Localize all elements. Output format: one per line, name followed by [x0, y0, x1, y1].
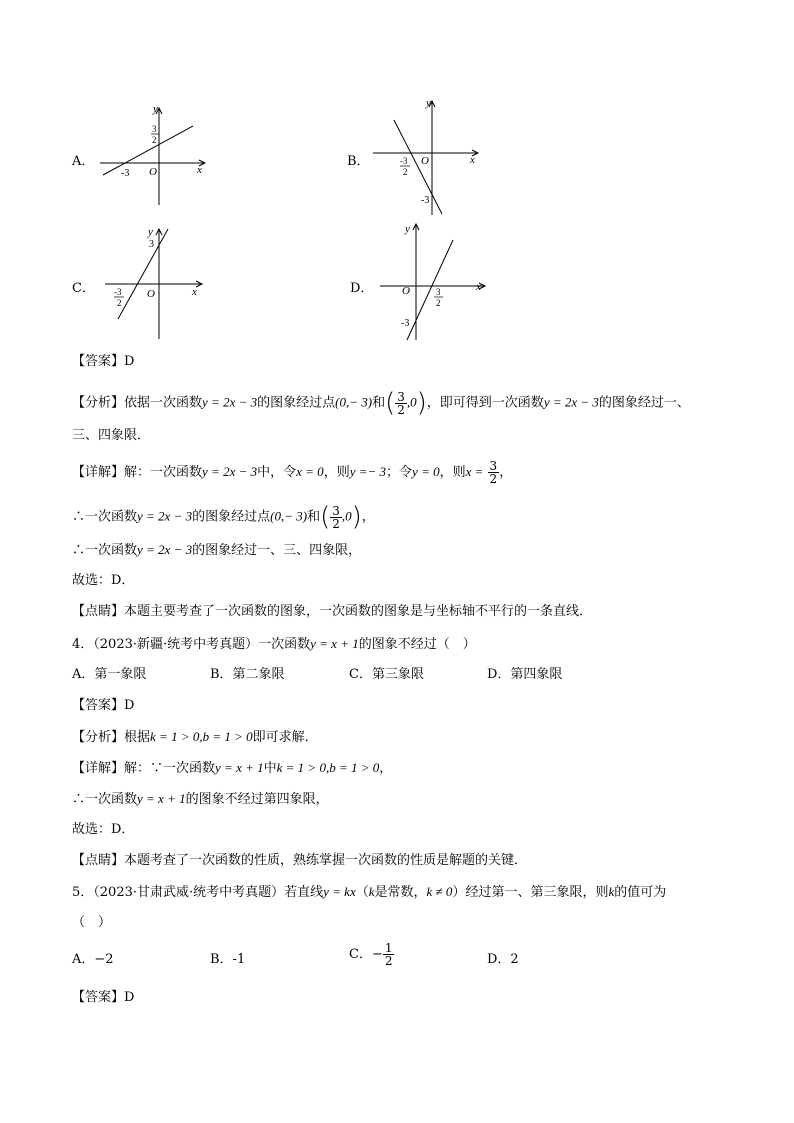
option-c-label: C． — [72, 281, 95, 296]
q5-option-c: C．− $\frac{1}{2}$ — [349, 941, 393, 968]
q3-therefore2: ∴一次函数y = 2x − 3的图象经过一、三、四象限， — [72, 542, 362, 558]
q3-analysis-line1: 【分析】依据一次函数y = 2x − 3的图象经过点(0,− 3)和( $\frac{3}{2}$ ,0)，即可得到一次函数y = 2x − 3的图象经过一、 — [72, 388, 690, 418]
graph-b-origin: O — [421, 155, 429, 167]
graph-a — [95, 100, 210, 210]
q4-option-c: C．第三象限 — [349, 667, 424, 682]
option-a-label: A． — [72, 154, 95, 169]
graph-d-x-num: 3 — [436, 287, 441, 297]
q4-stem: 4．（2023·新疆·统考中考真题）一次函数y = x + 1的图象不经过（ ） — [72, 636, 476, 652]
q4-option-d: D．第四象限 — [487, 667, 563, 682]
q3-comment: 【点睛】本题主要考查了一次函数的图象，一次函数的图象是与坐标轴不平行的一条直线． — [72, 604, 593, 619]
q3-detail-line1: 【详解】解：一次函数y = 2x − 3中，令x = 0，则y =− 3；令y = 0，则x = $\frac{3}{2}$ ， — [72, 459, 513, 486]
graph-d-origin: O — [402, 285, 410, 297]
graph-a-y-label: y — [153, 103, 158, 115]
q4-option-b: B．第二象限 — [210, 667, 285, 682]
q4-detail: 【详解】解：∵一次函数y = x + 1中k = 1 > 0,b = 1 > 0， — [72, 760, 393, 776]
q5-stem-line2: （ ） — [72, 915, 112, 930]
graph-c-x-den: 2 — [117, 298, 122, 308]
graph-d — [375, 218, 490, 346]
q4-option-a: A．第一象限 — [72, 667, 147, 682]
graph-c-origin: O — [147, 288, 155, 300]
q5-option-b: B．-1 — [210, 952, 246, 967]
graph-b — [368, 95, 483, 220]
graph-c-x-label: x — [192, 286, 197, 298]
graph-a-origin: O — [149, 166, 157, 178]
graph-a-y-num: 3 — [152, 124, 157, 134]
q4-analysis: 【分析】根据k = 1 > 0,b = 1 > 0即可求解． — [72, 729, 318, 745]
q3-analysis-line2: 三、四象限． — [72, 428, 151, 443]
q3-answer: 【答案】D — [72, 354, 135, 369]
q4-choose: 故选：D． — [72, 822, 135, 837]
graph-b-x-num: -3 — [400, 156, 408, 166]
graph-a-x-intercept: -3 — [121, 168, 130, 179]
graph-d-y-label: y — [405, 223, 410, 235]
q5-option-a: A．−2 — [72, 952, 114, 967]
graph-b-x-label: x — [470, 154, 475, 166]
graph-b-x-den: 2 — [403, 167, 408, 177]
graph-b-y-intercept: -3 — [421, 195, 430, 206]
q3-choose: 故选：D． — [72, 573, 135, 588]
q5-stem: 5．（2023·甘肃武威·统考中考真题）若直线y = kx（k是常数，k ≠ 0）经过第一、第三象限，则k的值可为 — [72, 884, 667, 900]
q4-comment: 【点睛】本题考查了一次函数的性质，熟练掌握一次函数的性质是解题的关键． — [72, 853, 528, 868]
graph-a-x-label: x — [197, 164, 202, 176]
graph-d-x-label: x — [476, 281, 481, 293]
q4-answer: 【答案】D — [72, 698, 135, 713]
option-d-label: D． — [350, 281, 374, 296]
graph-b-y-label: y — [426, 97, 431, 109]
graph-c — [100, 225, 210, 343]
q5-option-d: D．2 — [487, 952, 519, 967]
option-b-label: B． — [347, 154, 370, 169]
graph-d-y-intercept: -3 — [401, 318, 410, 329]
graph-c-x-num: -3 — [114, 287, 122, 297]
graph-d-x-den: 2 — [436, 298, 441, 308]
graph-c-y-label: y — [148, 226, 153, 238]
q4-therefore: ∴一次函数y = x + 1的图象不经过第四象限， — [72, 791, 329, 807]
graph-a-y-den: 2 — [152, 135, 157, 145]
q3-therefore1: ∴一次函数y = 2x − 3的图象经过点(0,− 3)和( $\frac{3}{2}$ ,0)， — [72, 502, 375, 532]
q5-answer: 【答案】D — [72, 990, 135, 1005]
graph-c-y-intercept: 3 — [149, 239, 154, 250]
